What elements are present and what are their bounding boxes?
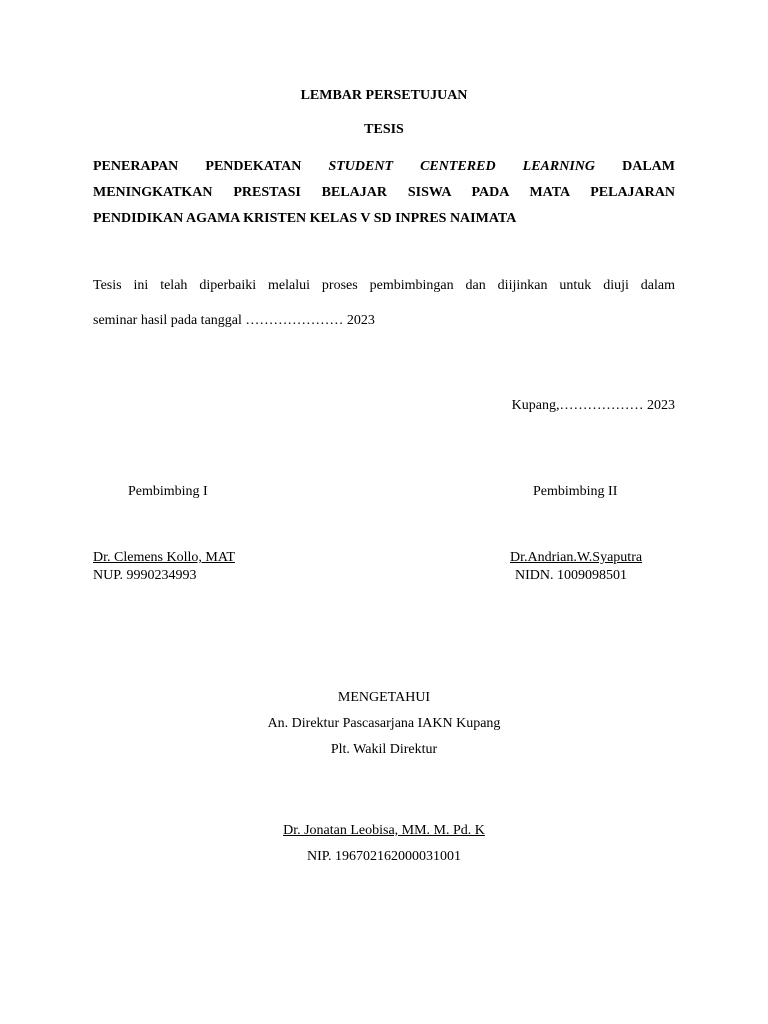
approval-statement bbox=[93, 278, 675, 294]
advisor-2-role: Pembimbing II bbox=[533, 484, 618, 499]
thesis-title-line-1: PENERAPAN PENDEKATAN STUDENT CENTERED LEARNING DALAM bbox=[93, 159, 676, 174]
advisor-2-name: Dr.Andrian.W.Syaputra bbox=[510, 550, 643, 565]
acknowledgement-name: Dr. Jonatan Leobisa, MM. M. Pd. K bbox=[283, 823, 485, 838]
advisor-1-role: Pembimbing I bbox=[128, 484, 208, 499]
acknowledgement-label: MENGETAHUI bbox=[337, 690, 431, 705]
advisor-1-name: Dr. Clemens Kollo, MAT bbox=[93, 550, 235, 565]
thesis-title-line-2: MENINGKATKAN PRESTASI BELAJAR SISWA PADA MATA PELAJARAN bbox=[93, 185, 675, 200]
document-heading: LEMBAR PERSETUJUAN bbox=[300, 88, 468, 103]
thesis-title-line-3: PENDIDIKAN AGAMA KRISTEN KELAS V SD INPRES NAIMATA bbox=[93, 211, 517, 226]
advisor-1-id: NUP. 9990234993 bbox=[93, 568, 197, 583]
advisor-2-id: NIDN. 1009098501 bbox=[515, 568, 627, 583]
acknowledgement-line-1: An. Direktur Pascasarjana IAKN Kupang bbox=[267, 716, 501, 731]
acknowledgement-line-2: Plt. Wakil Direktur bbox=[330, 742, 438, 757]
thesis-title-italic: STUDENT CENTERED LEARNING bbox=[328, 159, 596, 174]
place-date: Kupang,……………… 2023 bbox=[511, 398, 675, 413]
document-subheading: TESIS bbox=[364, 122, 404, 137]
approval-statement-line-2: seminar hasil pada tanggal ………………… 2023 bbox=[93, 313, 375, 328]
approval-statement-line-1: Tesis ini telah diperbaiki melalui proses pembimbingan dan diijinkan untuk diuji dalam bbox=[93, 278, 675, 293]
acknowledgement-id: NIP. 196702162000031001 bbox=[306, 849, 461, 864]
thesis-title bbox=[93, 154, 675, 232]
